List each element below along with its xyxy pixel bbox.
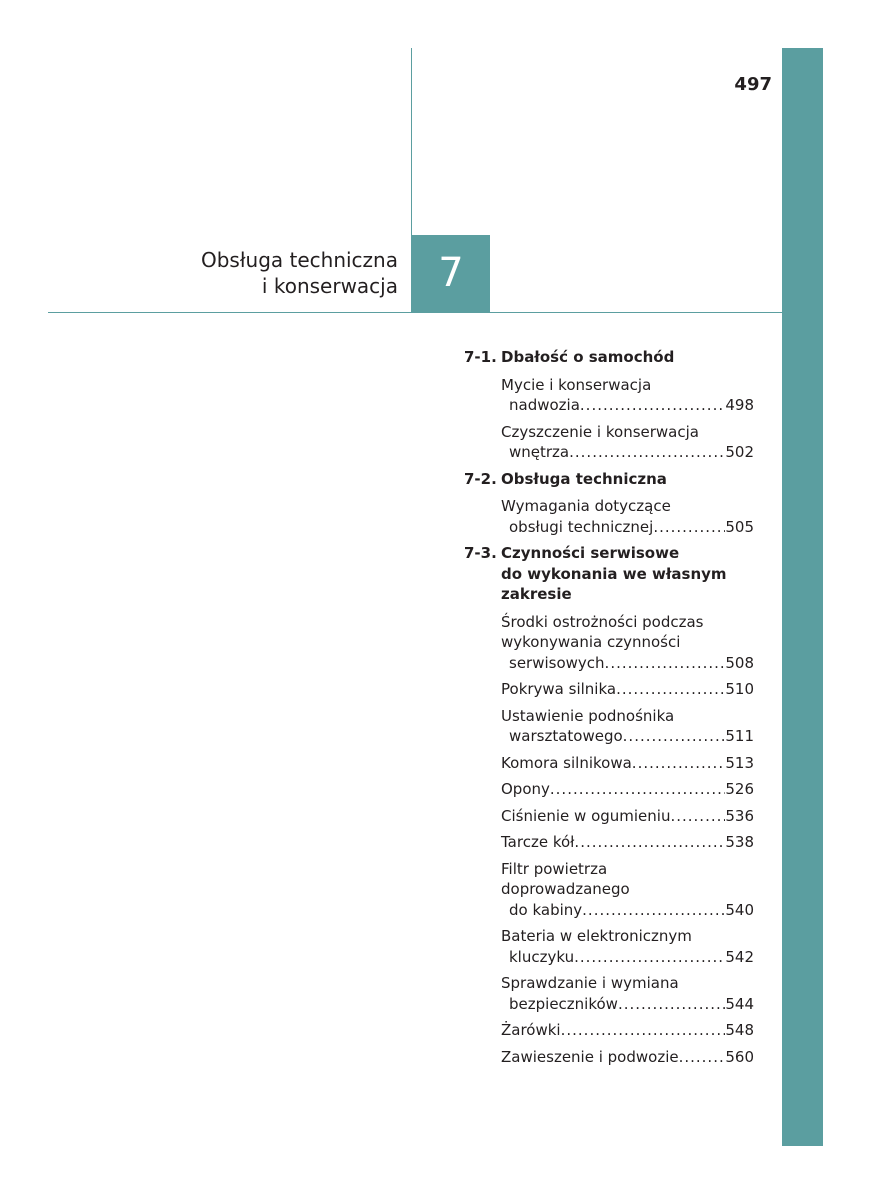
horizontal-rule [48, 312, 782, 313]
section-heading[interactable] [464, 543, 754, 605]
entry-line [501, 806, 754, 827]
entry-page-number: 548 [725, 1021, 754, 1039]
entry-title: Żarówki [501, 1021, 561, 1039]
toc-entry[interactable] [501, 753, 754, 774]
chapter-title-line-1: Obsługa techniczna [200, 248, 398, 272]
section-number: 7-1. [464, 348, 497, 366]
toc-section [464, 347, 754, 463]
entry-page-number: 505 [725, 517, 754, 536]
toc-entry[interactable] [501, 832, 754, 853]
entry-title: warsztatowego [509, 727, 623, 745]
entry-page-number: 511 [725, 727, 754, 745]
entry-page-number: 498 [725, 396, 754, 414]
entry-line [501, 900, 754, 921]
toc-entry[interactable] [501, 859, 754, 921]
entry-title: Zawieszenie i podwozie [501, 1047, 679, 1066]
entry-title: Ciśnienie w ogumieniu [501, 806, 671, 825]
entry-line [501, 994, 754, 1015]
entry-line [501, 517, 754, 538]
dot-leader [605, 653, 726, 674]
toc-entry[interactable] [501, 706, 754, 747]
toc-entry[interactable] [501, 1020, 754, 1041]
entry-page-number: 538 [725, 833, 754, 851]
section-number: 7-3. [464, 544, 497, 562]
entry-line [501, 653, 754, 674]
dot-leader [616, 679, 725, 700]
toc-section [464, 543, 754, 1067]
entry-page-number: 542 [725, 947, 754, 966]
table-of-contents [464, 347, 754, 1073]
entry-title: nadwozia [509, 396, 580, 414]
chapter-title-line-2: i konserwacja [261, 274, 398, 298]
dot-leader [550, 779, 725, 800]
entry-line [501, 753, 754, 774]
toc-entry[interactable] [501, 973, 754, 1014]
dot-leader [574, 947, 725, 968]
dot-leader [653, 517, 725, 538]
entry-page-number: 536 [725, 806, 754, 825]
entry-title-lead: Ustawienie podnośnika [501, 706, 675, 725]
dot-leader [561, 1020, 726, 1041]
toc-entry[interactable] [501, 926, 754, 967]
dot-leader [623, 726, 726, 747]
entry-title-lead: Wymagania dotyczące [501, 497, 671, 515]
entry-page-number: 513 [725, 753, 754, 772]
entry-title-lead: Czyszczenie i konserwacja [501, 422, 699, 441]
entry-page-number: 526 [725, 780, 754, 798]
entry-line [501, 1020, 754, 1041]
section-title: Obsługa techniczna [501, 469, 667, 488]
page-number: 497 [734, 74, 772, 95]
entry-title-lead: Bateria w elektronicznym [501, 927, 692, 945]
entry-title: do kabiny [509, 900, 583, 919]
dot-leader [618, 994, 725, 1015]
entry-line [501, 395, 754, 416]
dot-leader [574, 832, 725, 853]
section-title: Dbałość o samochód [501, 348, 675, 366]
toc-entry[interactable] [501, 496, 754, 537]
chapter-number-box: 7 [412, 235, 490, 312]
dot-leader [670, 806, 725, 827]
entry-line [501, 679, 754, 700]
entry-page-number: 544 [725, 994, 754, 1013]
entry-line [501, 1047, 754, 1068]
entry-title: serwisowych [509, 653, 605, 672]
entry-title-lead: Mycie i konserwacja [501, 375, 652, 394]
dot-leader [582, 900, 725, 921]
chapter-side-tab [782, 48, 823, 1146]
toc-entry[interactable] [501, 375, 754, 416]
entry-line [501, 726, 754, 747]
entry-title: kluczyku [509, 947, 575, 966]
section-heading[interactable] [464, 347, 754, 368]
toc-entry[interactable] [501, 612, 754, 674]
entry-title-lead: Filtr powietrza doprowadzanego [501, 859, 630, 898]
section-number: 7-2. [464, 469, 497, 488]
chapter-title [201, 247, 398, 299]
entry-page-number: 510 [725, 680, 754, 698]
toc-entry[interactable] [501, 1047, 754, 1068]
dot-leader [580, 395, 725, 416]
entry-title: bezpieczników [509, 994, 618, 1013]
entry-page-number: 560 [725, 1047, 754, 1066]
entry-title: Tarcze kół [501, 833, 575, 851]
entry-line [501, 779, 754, 800]
dot-leader [632, 753, 726, 774]
section-heading[interactable] [464, 469, 754, 490]
section-title: Czynności serwisowe do wykonania we własnym zakresie [501, 544, 727, 603]
entry-title: Komora silnikowa [501, 753, 632, 772]
entry-title-lead: Sprawdzanie i wymiana [501, 974, 679, 992]
toc-entry[interactable] [501, 422, 754, 463]
entry-line [501, 947, 754, 968]
toc-entry[interactable] [501, 679, 754, 700]
entry-line [501, 832, 754, 853]
entry-title: wnętrza [509, 443, 570, 461]
entry-title: Opony [501, 780, 550, 798]
entry-title-lead: Środki ostrożności podczas wykonywania czynności [501, 612, 704, 651]
entry-title: Pokrywa silnika [501, 680, 617, 698]
toc-entry[interactable] [501, 806, 754, 827]
dot-leader [679, 1047, 726, 1068]
toc-entry[interactable] [501, 779, 754, 800]
dot-leader [569, 442, 725, 463]
entry-page-number: 540 [725, 900, 754, 919]
entry-title: obsługi technicznej [509, 517, 654, 536]
toc-section [464, 469, 754, 538]
entry-page-number: 508 [725, 653, 754, 672]
entry-page-number: 502 [725, 443, 754, 461]
entry-line [501, 442, 754, 463]
